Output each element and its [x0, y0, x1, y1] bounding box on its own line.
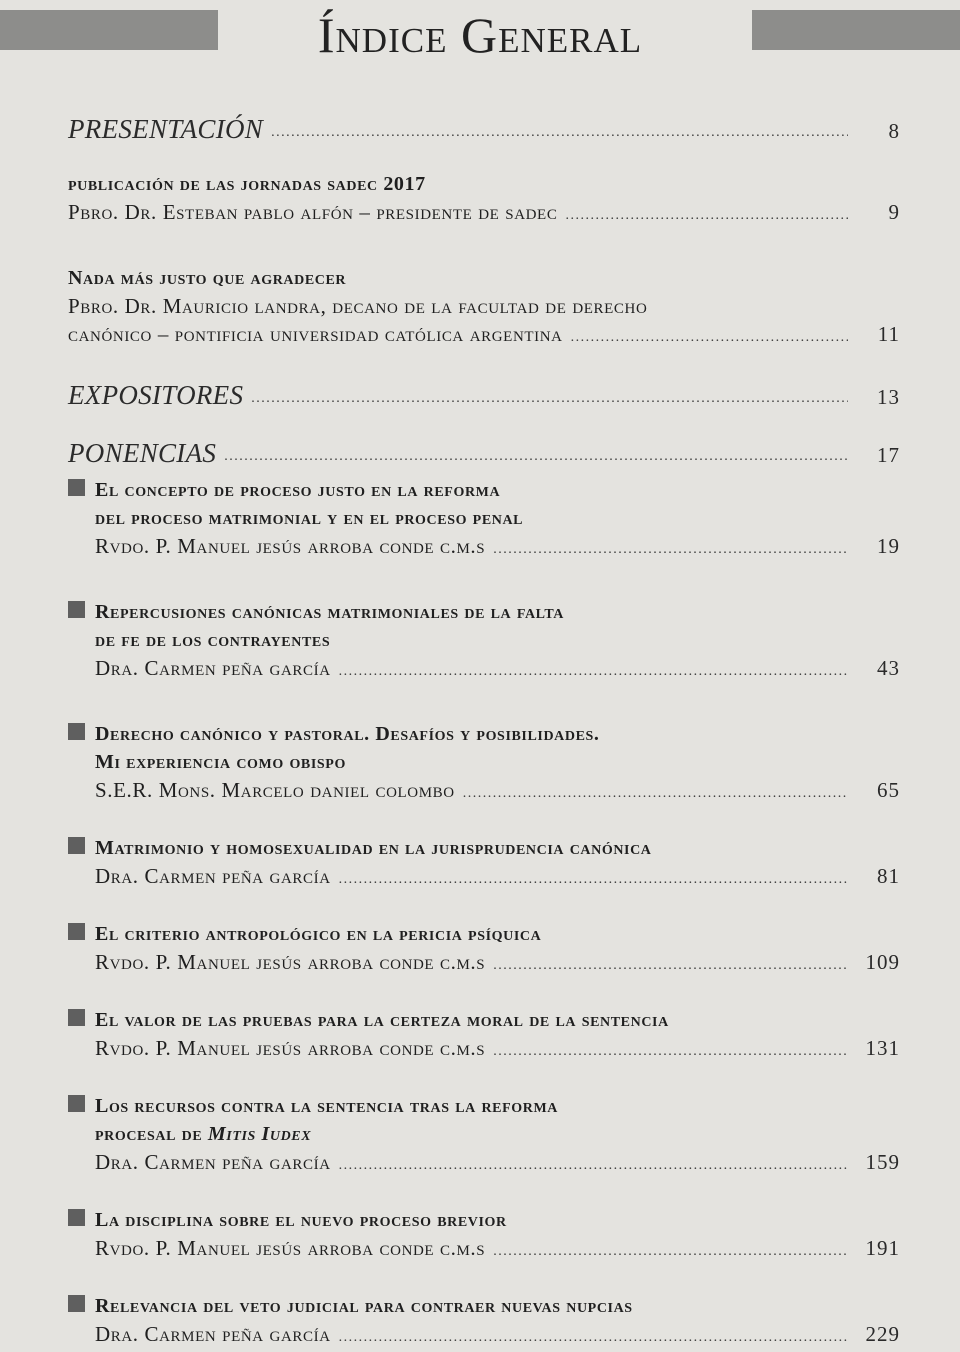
toc-entry-author[interactable]: Pbro. Dr. Esteban pablo alfón – presidente de sadec ..... 9: [68, 198, 900, 230]
leader-dots: [339, 866, 848, 894]
toc-entry-title: La disciplina sobre el nuevo proceso brevior: [68, 1206, 900, 1234]
toc-entry-author[interactable]: Dra. Carmen peña garcía ..... 43: [68, 654, 900, 686]
page-number: 159: [865, 1150, 900, 1174]
toc-section-expositores[interactable]: [68, 378, 900, 418]
page-number: 11: [877, 322, 900, 346]
toc-entry-title: del proceso matrimonial y en el proceso penal: [95, 507, 524, 529]
bullet-square-icon: [68, 601, 85, 618]
section-label: PONENCIAS: [68, 438, 217, 468]
bullet-square-icon: [68, 1295, 85, 1312]
toc-entry-author[interactable]: S.E.R. Mons. Marcelo daniel colombo ..... 65: [68, 776, 900, 808]
leader-dots: [493, 952, 848, 980]
toc-entry-title: Repercusiones canónicas matrimoniales de la falta: [68, 598, 900, 626]
leader-dots: [493, 536, 848, 564]
toc-entry-title: Los recursos contra la sentencia tras la reforma: [68, 1092, 900, 1120]
bullet-square-icon: [68, 923, 85, 940]
bullet-square-icon: [68, 837, 85, 854]
leader-dots: [565, 202, 848, 230]
page-number: 191: [865, 1236, 900, 1260]
toc-entry-title: Nada más justo que agradecer: [68, 267, 347, 289]
toc-entry-author: Pbro. Dr. Mauricio landra, decano de la facultad de derecho: [68, 294, 648, 318]
toc-entry-title: publicación de las jornadas sadec 2017: [68, 173, 426, 195]
leader-dots: [339, 1152, 848, 1180]
toc-entry-title: El valor de las pruebas para la certeza moral de la sentencia: [68, 1006, 900, 1034]
toc-entry-title: El concepto de proceso justo en la reforma: [68, 476, 900, 504]
leader-dots: [339, 658, 848, 686]
bullet-square-icon: [68, 1095, 85, 1112]
toc-entry-author[interactable]: Dra. Carmen peña garcía ..... 229: [68, 1320, 900, 1352]
page-number: 131: [865, 1036, 900, 1060]
toc-entry-author[interactable]: Rvdo. P. Manuel jesús arroba conde c.m.s ..... 109: [68, 948, 900, 980]
page-number: 9: [888, 200, 900, 224]
toc-entry-author[interactable]: Rvdo. P. Manuel jesús arroba conde c.m.s ..... 131: [68, 1034, 900, 1066]
toc-entry-title: Mi experiencia como obispo: [95, 751, 346, 773]
page-number: 43: [877, 656, 900, 680]
toc-entry-author[interactable]: Rvdo. P. Manuel jesús arroba conde c.m.s ..... 191: [68, 1234, 900, 1266]
page-number: 8: [888, 119, 900, 143]
section-label: EXPOSITORES: [68, 380, 244, 410]
toc-section-presentacion[interactable]: [68, 112, 900, 152]
toc-entry-author[interactable]: Rvdo. P. Manuel jesús arroba conde c.m.s ..... 19: [68, 532, 900, 564]
toc-section-ponencias[interactable]: [68, 436, 900, 476]
toc-entry-title: Derecho canónico y pastoral. Desafíos y posibilidades.: [68, 720, 900, 748]
bullet-square-icon: [68, 1009, 85, 1026]
bullet-square-icon: [68, 723, 85, 740]
page-number: 229: [865, 1322, 900, 1346]
bullet-square-icon: [68, 1209, 85, 1226]
toc-entry-title: El criterio antropológico en la pericia psíquica: [68, 920, 900, 948]
section-label: PRESENTACIÓN: [68, 114, 264, 144]
leader-dots: [571, 324, 848, 352]
leader-dots: [339, 1324, 848, 1352]
page-number: 17: [877, 443, 900, 467]
page-number: 19: [877, 534, 900, 558]
page-number: 81: [877, 864, 900, 888]
leader-dots: [463, 780, 848, 808]
page-number: 109: [865, 950, 900, 974]
toc-entry-title: Matrimonio y homosexualidad en la jurisprudencia canónica: [68, 834, 900, 862]
toc-entry-author[interactable]: canónico – pontificia universidad católica argentina ..... 11: [68, 320, 900, 352]
bullet-square-icon: [68, 479, 85, 496]
toc-entry-title: Relevancia del veto judicial para contraer nuevas nupcias: [68, 1292, 900, 1320]
toc-entry-author[interactable]: Dra. Carmen peña garcía ..... 159: [68, 1148, 900, 1180]
page-number: 65: [877, 778, 900, 802]
page-title: Índice General: [317, 7, 643, 63]
leader-dots: [493, 1238, 848, 1266]
leader-dots: [493, 1038, 848, 1066]
toc-entry-title: de fe de los contrayentes: [95, 629, 331, 651]
toc-entry-title: procesal de Mitis Iudex: [95, 1123, 312, 1145]
toc-entry-author[interactable]: Dra. Carmen peña garcía ..... 81: [68, 862, 900, 894]
leader-dots: [251, 382, 848, 416]
page-number: 13: [877, 385, 900, 409]
leader-dots: [224, 440, 848, 474]
table-of-contents: [68, 112, 900, 1352]
leader-dots: [271, 116, 848, 150]
